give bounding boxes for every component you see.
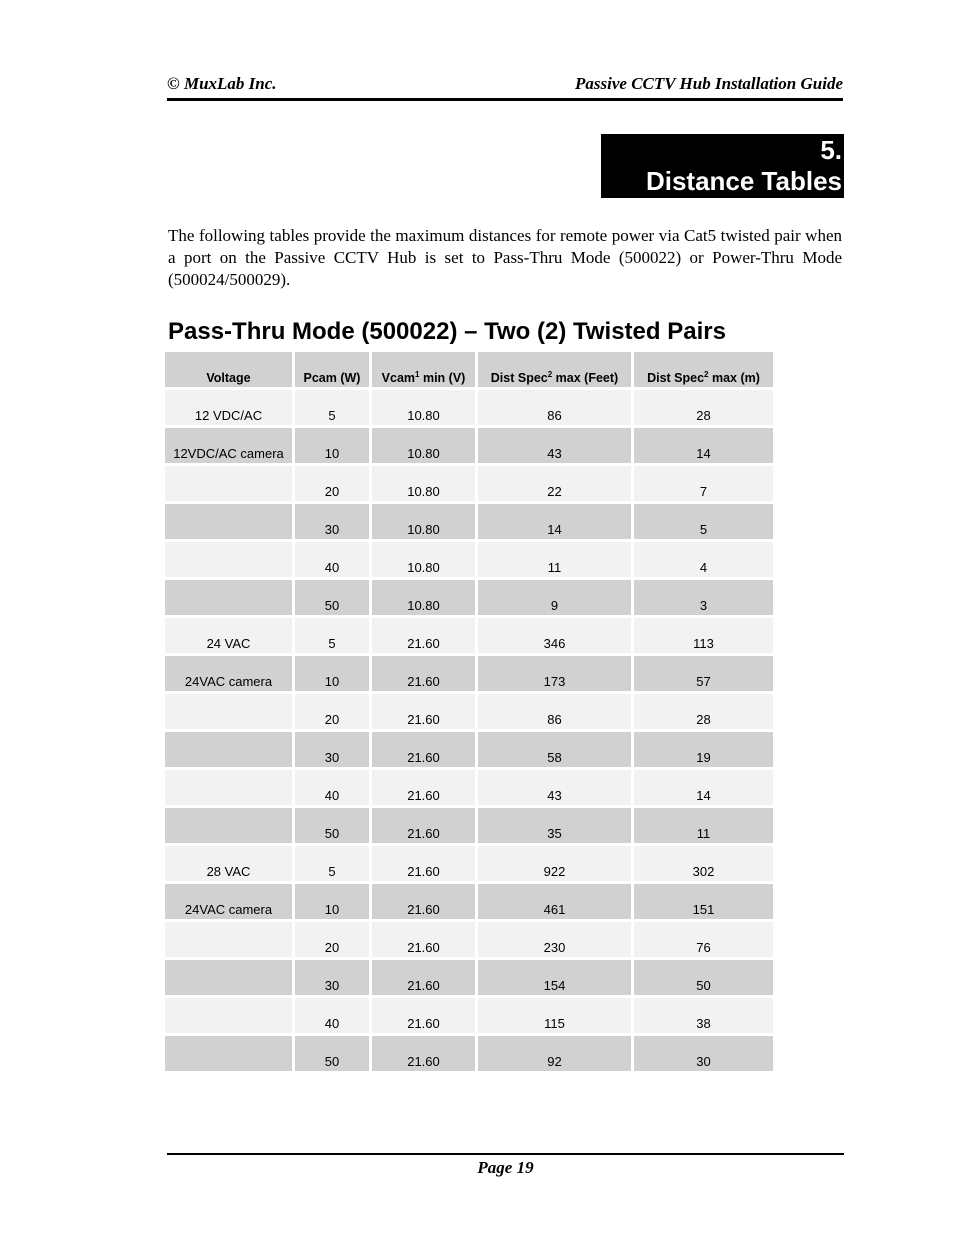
- cell-voltage: 24VAC camera: [165, 656, 292, 691]
- header-voltage: Voltage: [165, 352, 292, 387]
- cell-dist-m: 50: [634, 960, 773, 995]
- table-row: [165, 846, 773, 881]
- cell-vcam: 21.60: [372, 922, 475, 957]
- cell-voltage: 24 VAC: [165, 618, 292, 653]
- cell-pcam: 10: [295, 656, 369, 691]
- cell-vcam: 10.80: [372, 428, 475, 463]
- header-pcam: Pcam (W): [295, 352, 369, 387]
- table-row: [165, 694, 773, 729]
- table-row: [165, 884, 773, 919]
- cell-dist-feet: 9: [478, 580, 631, 615]
- table-row: [165, 998, 773, 1033]
- cell-dist-feet: 230: [478, 922, 631, 957]
- cell-vcam: 21.60: [372, 998, 475, 1033]
- table-row: [165, 960, 773, 995]
- cell-dist-m: 38: [634, 998, 773, 1033]
- table-row: [165, 1036, 773, 1071]
- cell-voltage: 28 VAC: [165, 846, 292, 881]
- cell-dist-feet: 35: [478, 808, 631, 843]
- cell-voltage: [165, 466, 292, 501]
- cell-voltage: [165, 504, 292, 539]
- table-row: [165, 504, 773, 539]
- cell-voltage: [165, 580, 292, 615]
- cell-dist-feet: 22: [478, 466, 631, 501]
- section-title: Pass-Thru Mode (500022) – Two (2) Twisted Pairs: [168, 318, 726, 345]
- cell-dist-m: 3: [634, 580, 773, 615]
- cell-voltage: [165, 770, 292, 805]
- cell-voltage: 12VDC/AC camera: [165, 428, 292, 463]
- cell-dist-m: 76: [634, 922, 773, 957]
- cell-vcam: 21.60: [372, 884, 475, 919]
- table-row: [165, 922, 773, 957]
- cell-pcam: 20: [295, 922, 369, 957]
- cell-dist-feet: 86: [478, 390, 631, 425]
- cell-vcam: 10.80: [372, 466, 475, 501]
- cell-dist-feet: 346: [478, 618, 631, 653]
- table-body: [165, 390, 773, 1071]
- header-guide-title: Passive CCTV Hub Installation Guide: [575, 74, 843, 93]
- cell-dist-m: 14: [634, 770, 773, 805]
- cell-dist-m: 28: [634, 694, 773, 729]
- cell-pcam: 40: [295, 998, 369, 1033]
- cell-voltage: 24VAC camera: [165, 884, 292, 919]
- cell-pcam: 30: [295, 504, 369, 539]
- cell-dist-m: 113: [634, 618, 773, 653]
- cell-pcam: 5: [295, 618, 369, 653]
- cell-dist-feet: 461: [478, 884, 631, 919]
- cell-dist-m: 30: [634, 1036, 773, 1071]
- cell-vcam: 21.60: [372, 618, 475, 653]
- chapter-title: Distance Tables: [645, 166, 842, 196]
- cell-vcam: 21.60: [372, 732, 475, 767]
- header-dist-m: Dist Spec$^2$ max (m): [634, 352, 773, 387]
- cell-pcam: 50: [295, 1036, 369, 1071]
- cell-pcam: 10: [295, 428, 369, 463]
- table-row: [165, 466, 773, 501]
- cell-vcam: 21.60: [372, 960, 475, 995]
- intro-paragraph: The following tables provide the maximum distances for remote power via Cat5 twisted pair when a port on the Passive CCTV Hub is set to Pass-Thru Mode (500022) or Power-Thru Mode (500024/500029).: [168, 226, 842, 289]
- distance-table: [162, 349, 776, 1074]
- cell-pcam: 30: [295, 732, 369, 767]
- cell-dist-m: 28: [634, 390, 773, 425]
- cell-dist-feet: 43: [478, 770, 631, 805]
- cell-pcam: 30: [295, 960, 369, 995]
- cell-pcam: 50: [295, 580, 369, 615]
- cell-pcam: 40: [295, 542, 369, 577]
- cell-dist-feet: 11: [478, 542, 631, 577]
- cell-voltage: [165, 732, 292, 767]
- cell-dist-m: 11: [634, 808, 773, 843]
- table-row: [165, 428, 773, 463]
- page-number: Page 19: [477, 1158, 534, 1177]
- table-row: [165, 770, 773, 805]
- page-header: [167, 72, 843, 101]
- cell-pcam: 40: [295, 770, 369, 805]
- cell-dist-m: 7: [634, 466, 773, 501]
- cell-dist-m: 57: [634, 656, 773, 691]
- table-row: [165, 542, 773, 577]
- cell-voltage: [165, 1036, 292, 1071]
- cell-vcam: 21.60: [372, 656, 475, 691]
- cell-vcam: 21.60: [372, 808, 475, 843]
- table-row: [165, 580, 773, 615]
- cell-voltage: [165, 808, 292, 843]
- cell-dist-m: 14: [634, 428, 773, 463]
- cell-pcam: 20: [295, 694, 369, 729]
- cell-vcam: 10.80: [372, 580, 475, 615]
- cell-dist-feet: 922: [478, 846, 631, 881]
- cell-dist-feet: 58: [478, 732, 631, 767]
- table-row: [165, 618, 773, 653]
- cell-dist-m: 151: [634, 884, 773, 919]
- cell-dist-feet: 115: [478, 998, 631, 1033]
- cell-pcam: 20: [295, 466, 369, 501]
- cell-dist-feet: 14: [478, 504, 631, 539]
- header-vcam: Vcam$^1$ min (V): [372, 352, 475, 387]
- cell-dist-feet: 173: [478, 656, 631, 691]
- header-dist-feet: Dist Spec$^2$ max (Feet): [478, 352, 631, 387]
- cell-voltage: [165, 694, 292, 729]
- cell-pcam: 5: [295, 846, 369, 881]
- cell-vcam: 10.80: [372, 390, 475, 425]
- cell-dist-m: 19: [634, 732, 773, 767]
- chapter-number: 5.: [820, 135, 842, 165]
- table-row: [165, 390, 773, 425]
- cell-vcam: 10.80: [372, 504, 475, 539]
- chapter-heading: [601, 134, 844, 198]
- table-header-row: [165, 352, 773, 387]
- table-row: [165, 656, 773, 691]
- cell-dist-feet: 92: [478, 1036, 631, 1071]
- cell-vcam: 21.60: [372, 1036, 475, 1071]
- cell-dist-m: 4: [634, 542, 773, 577]
- cell-voltage: [165, 998, 292, 1033]
- cell-voltage: [165, 960, 292, 995]
- table-row: [165, 808, 773, 843]
- cell-voltage: [165, 922, 292, 957]
- cell-pcam: 5: [295, 390, 369, 425]
- cell-pcam: 10: [295, 884, 369, 919]
- cell-vcam: 21.60: [372, 846, 475, 881]
- footer-rule: [167, 1153, 844, 1155]
- table-row: [165, 732, 773, 767]
- cell-vcam: 10.80: [372, 542, 475, 577]
- cell-dist-m: 302: [634, 846, 773, 881]
- header-company: © MuxLab Inc.: [167, 74, 277, 93]
- cell-voltage: [165, 542, 292, 577]
- cell-dist-m: 5: [634, 504, 773, 539]
- cell-dist-feet: 154: [478, 960, 631, 995]
- cell-pcam: 50: [295, 808, 369, 843]
- cell-voltage: 12 VDC/AC: [165, 390, 292, 425]
- cell-dist-feet: 86: [478, 694, 631, 729]
- cell-vcam: 21.60: [372, 770, 475, 805]
- cell-vcam: 21.60: [372, 694, 475, 729]
- cell-dist-feet: 43: [478, 428, 631, 463]
